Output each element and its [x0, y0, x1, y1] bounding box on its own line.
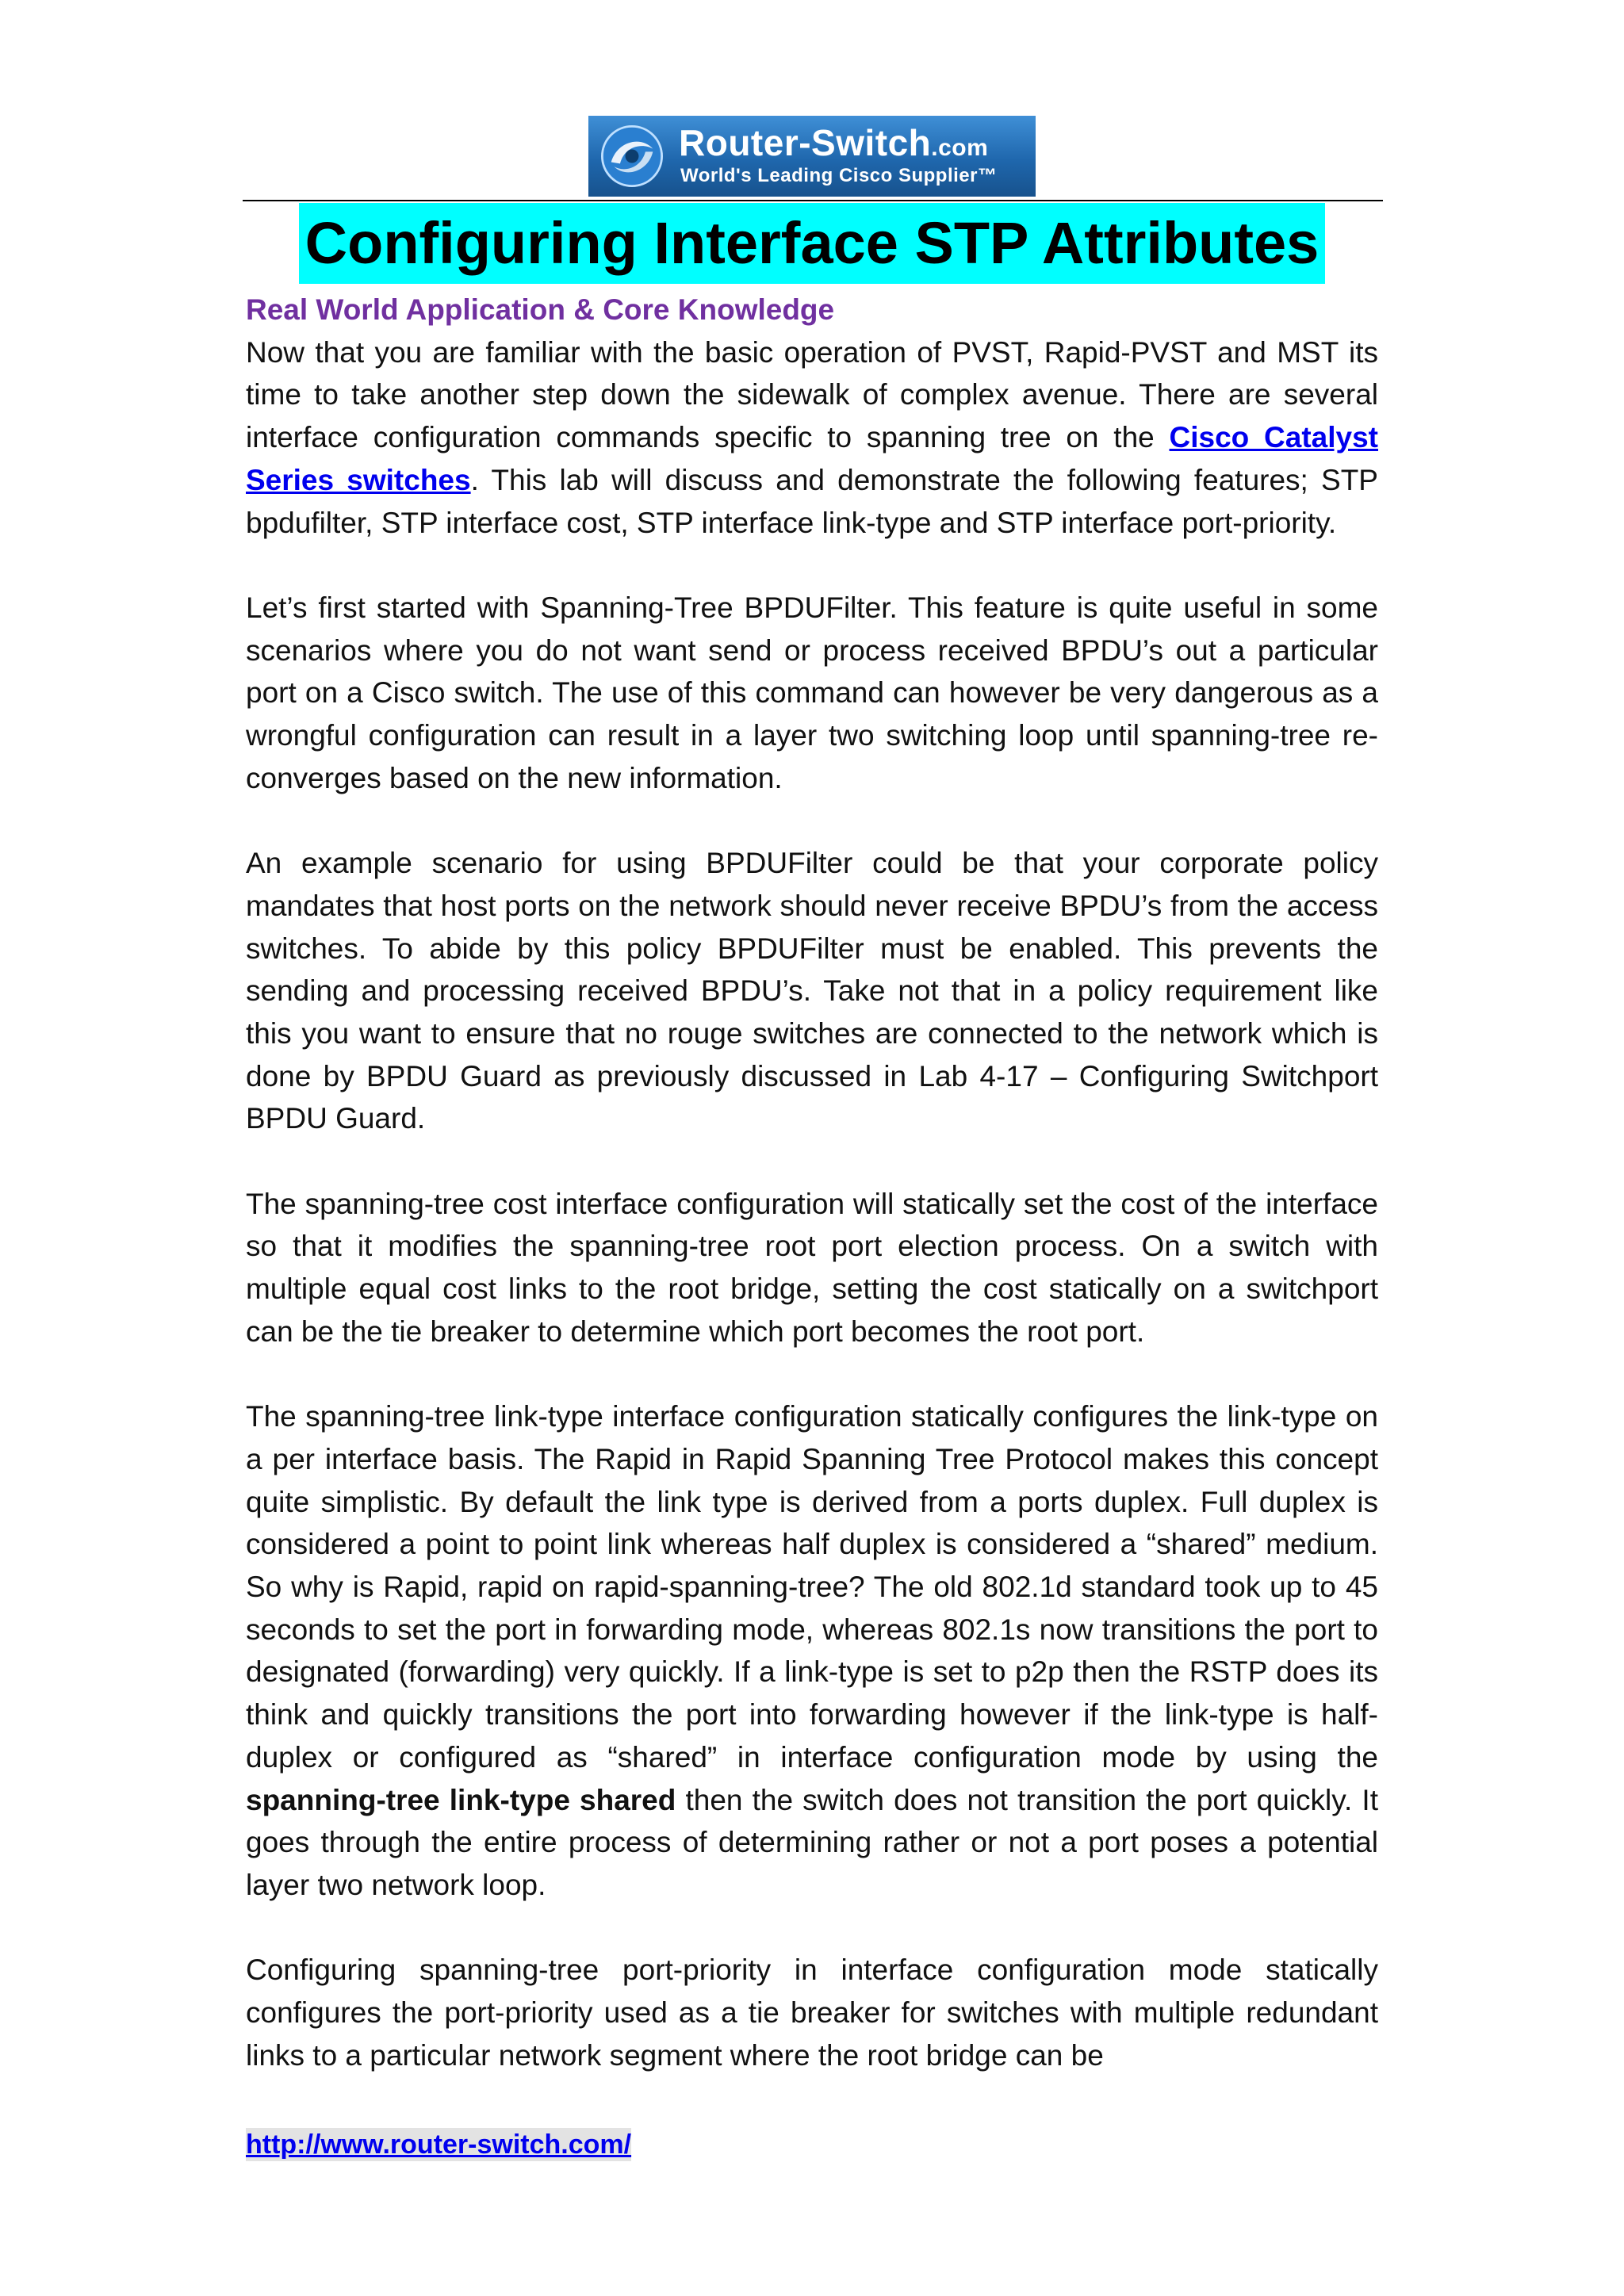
- globe-swirl-icon: [595, 119, 669, 193]
- paragraph-link-type: The spanning-tree link-type interface configuration statically configures the link-type on a per interface basis. The Rapid in Rapid Spanning Tree Protocol makes this concept quite simplistic. By default the link type is derived from a ports duplex. Full duplex is considered a point to point link whereas half duplex is considered a “shared” medium. So why is Rapid, rapid on rapid-spanning-tree? The old 802.1d standard took up to 45 seconds to set the port in forwarding mode, whereas 802.1s now transitions the port to designated (forwarding) very quickly. If a link-type is set to p2p then the RSTP does its think and quickly transitions the port into forwarding however if the link-type is half-duplex or configured as “shared” in interface configuration mode by using the spanning-tree link-type shared then the switch does not transition the port quickly. It goes through the entire process of determining rather or not a port poses a potential layer two network loop.: [246, 1400, 1378, 1901]
- cisco-catalyst-link[interactable]: Cisco Catalyst Series switches: [246, 421, 1378, 496]
- paragraph-bpdufilter: Let’s first started with Spanning-Tree BPDUFilter. This feature is quite useful in some scenarios where you do not want send or process received BPDU’s out a particular port on a Cisco switch. The use of this command can however be very dangerous as a wrongful configuration can result in a layer two switching loop until spanning-tree re-converges based on the new information.: [246, 591, 1378, 794]
- paragraph-stp-cost: The spanning-tree cost interface configuration will statically set the cost of the interface so that it modifies the spanning-tree root port election process. On a switch with multiple equal cost links to the root bridge, setting the cost statically on a switchport can be the tie breaker to determine which port becomes the root port.: [246, 1187, 1378, 1348]
- paragraph-intro: Now that you are familiar with the basic operation of PVST, Rapid-PVST and MST its time to take another step down the sidewalk of complex avenue. There are several interface configuration commands specific to spanning tree on the Cisco Catalyst Series switches. This lab will discuss and demonstrate the following features; STP bpdufilter, STP interface cost, STP interface link-type and STP interface port-priority.: [246, 335, 1378, 539]
- logo-tagline: World's Leading Cisco Supplier™: [680, 165, 998, 186]
- header-divider: [243, 200, 1383, 201]
- paragraph-bpdufilter-example: An example scenario for using BPDUFilter could be that your corporate policy mandates that host ports on the network should never receive BPDU’s from the access switches. To abide by this policy BPDUFilter must be enabled. This prevents the sending and processing received BPDU’s. Take not that in a policy requirement like this you want to ensure that no rouge switches are connected to the network which is done by BPDU Guard as previously discussed in Lab 4-17 – Configuring Switchport BPDU Guard.: [246, 847, 1378, 1135]
- document-body: [246, 289, 1378, 2076]
- page-title: Configuring Interface STP Attributes: [299, 203, 1326, 284]
- logo-name-text: Router-Switch.com: [679, 122, 989, 163]
- section-heading: Real World Application & Core Knowledge: [246, 293, 835, 326]
- command-text: spanning-tree link-type shared: [246, 1783, 676, 1816]
- footer-url-link[interactable]: http://www.router-switch.com/: [246, 2130, 632, 2160]
- title-container: [0, 203, 1624, 284]
- router-switch-logo: [588, 116, 1036, 197]
- paragraph-port-priority: Configuring spanning-tree port-priority in interface configuration mode statically configures the port-priority used as a tie breaker for switches with multiple redundant links to a particular network segment where the root bridge can be: [246, 1954, 1378, 2072]
